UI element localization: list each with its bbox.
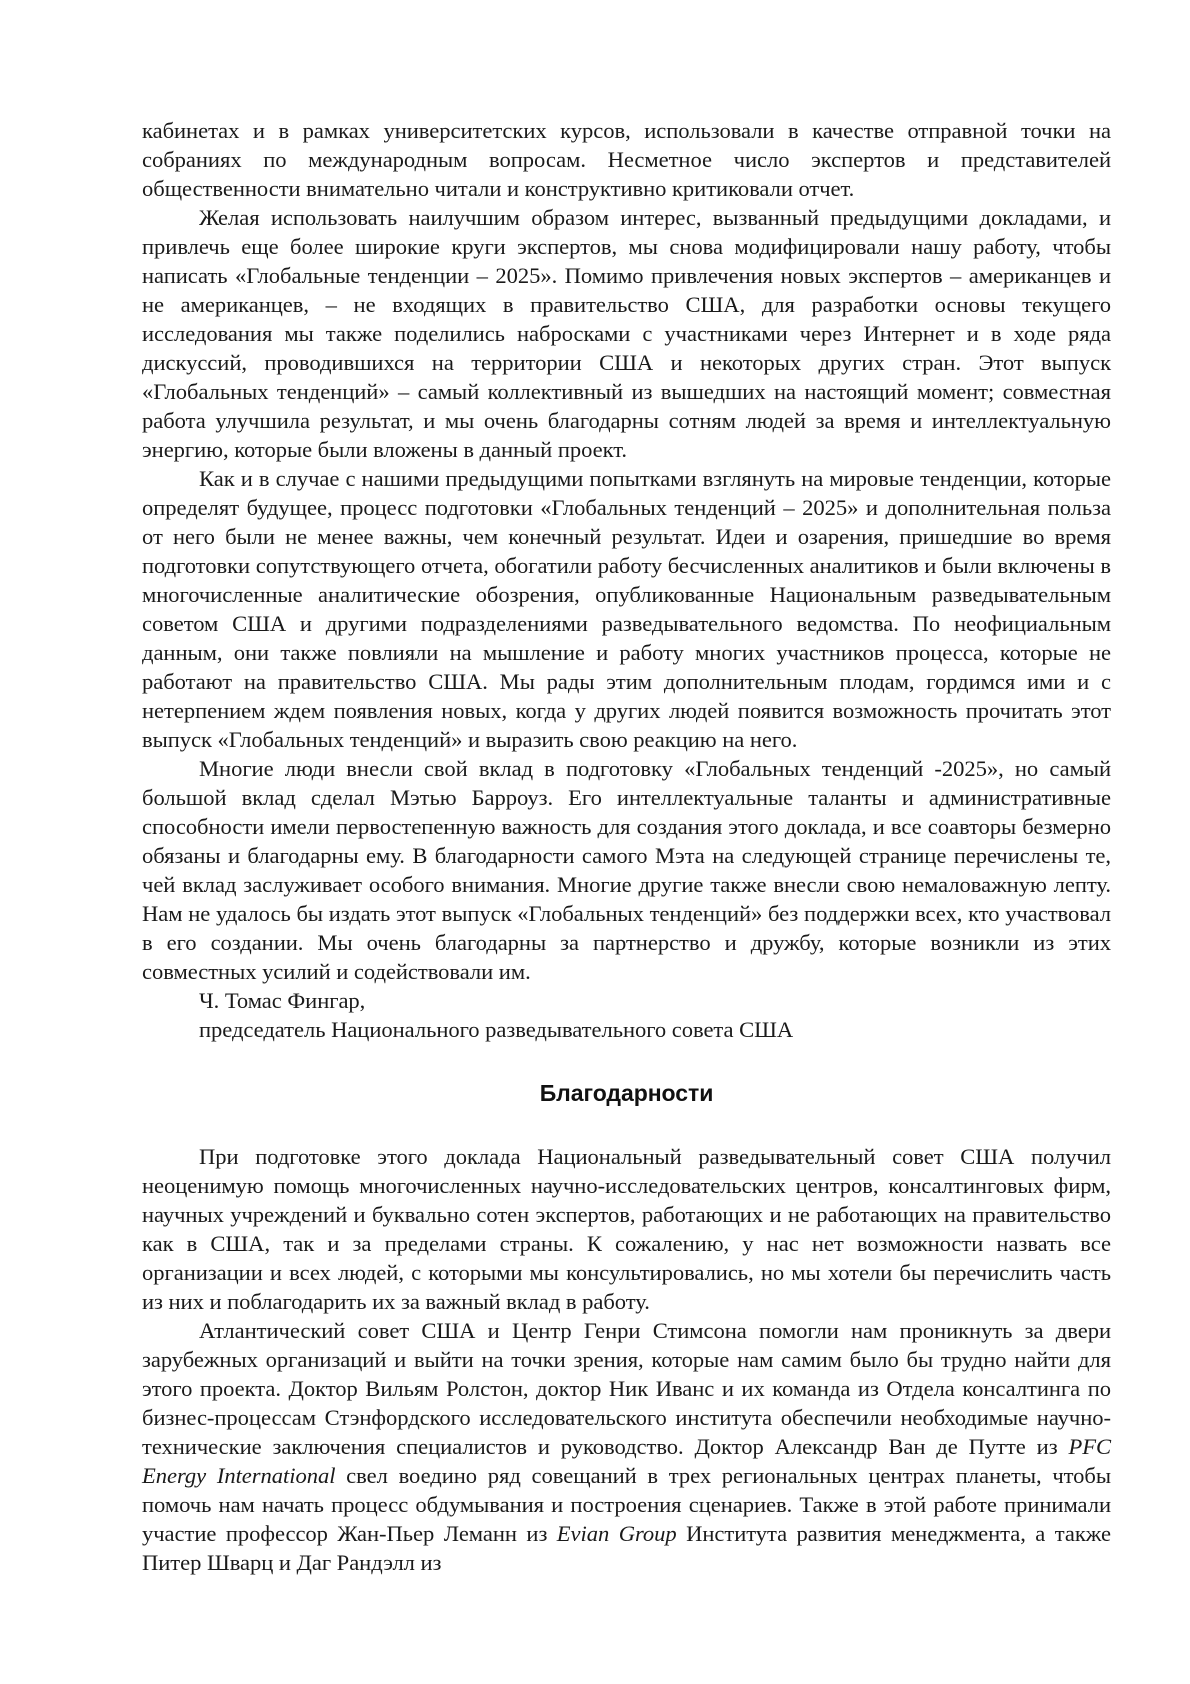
signature-name: Ч. Томас Фингар, [199,988,366,1013]
ack-text-part-2: свел воедино ряд совещаний в трех региональных центрах планеты, чтобы помочь нам начать процесс обдумывания и построения сценариев. Также в этой работе принимали участие профессор Жан-Пьер Леманн из [142,1463,1111,1546]
paragraph-acknowledgement-2 [142,1316,1111,1577]
ack-text-part-1: Атлантический совет США и Центр Генри Стимсона помогли нам проникнуть за двери зарубежных организаций и выйти на точки зрения, которые нам самим было бы трудно найти для этого проекта. Доктор Вильям Ролстон, доктор Ник Иванс и их команда из Отдела консалтинга по бизнес-процессам Стэнфордского исследовательского института обеспечили необходимые научно-технические заключения специалистов и руководство. Доктор Александр Ван де Путте из [142,1318,1111,1459]
paragraph-process: Как и в случае с нашими предыдущими попытками взглянуть на мировые тенденции, которые определят будущее, процесс подготовки «Глобальных тенденций – 2025» и дополнительная польза от него были не менее важны, чем конечный результат. Идеи и озарения, пришедшие во время подготовки сопутствующего отчета, обогатили работу бесчисленных аналитиков и были включены в многочисленные аналитические обозрения, опубликованные Национальным разведывательным советом США и другими подразделениями разведывательного ведомства. По неофициальным данным, они также повлияли на мышление и работу многих участников процесса, которые не работают на правительство США. Мы рады этим дополнительным плодам, гордимся ими и с нетерпением ждем появления новых, когда у других людей появится возможность прочитать этот выпуск «Глобальных тенденций» и выразить свою реакцию на него. [142,466,1111,752]
paragraph-contributors: Многие люди внесли свой вклад в подготовку «Глобальных тенденций -2025», но самый большой вклад сделал Мэтью Барроуз. Его интеллектуальные таланты и административные способности имели первостепенную важность для создания этого доклада, и все соавторы безмерно обязаны и благодарны ему. В благодарности самого Мэта на следующей странице перечислены те, чей вклад заслуживает особого внимания. Многие другие также внесли свою немаловажную лепту. Нам не удалось бы издать этот выпуск «Глобальных тенденций» без поддержки всех, кто участвовал в его создании. Мы очень благодарны за партнерство и дружбу, которые возникли из этих совместных усилий и содействовали им. [142,756,1111,984]
paragraph-acknowledgement-1: При подготовке этого доклада Национальный разведывательный совет США получил неоценимую помощь многочисленных научно-исследовательских центров, консалтинговых фирм, научных учреждений и буквально сотен экспертов, работающих и не работающих на правительство как в США, так и за пределами страны. К сожалению, у нас нет возможности назвать все организации и всех людей, с которыми мы консультировались, но мы хотели бы перечислить часть из них и поблагодарить их за важный вклад в работу. [142,1144,1111,1314]
paragraph-continued: кабинетах и в рамках университетских курсов, использовали в качестве отправной точки на собраниях по международным вопросам. Несметное число экспертов и представителей общественности внимательно читали и конструктивно критиковали отчет. [142,118,1111,201]
text-column [142,116,1111,1577]
org-name-evian: Evian Group [556,1521,677,1546]
section-heading: Благодарности [539,1080,714,1106]
ack-text-part-3: Института развития менеджмента, а также Питер Шварц и Даг Рандэлл из [142,1521,1111,1575]
signature-title: председатель Национального разведывательного совета США [199,1017,794,1042]
org-name-pfc: PFC Energy International [142,1434,1111,1488]
signature-block [142,986,1111,1044]
paragraph-interest: Желая использовать наилучшим образом интерес, вызванный предыдущими докладами, и привлечь еще более широкие круги экспертов, мы снова модифицировали нашу работу, чтобы написать «Глобальные тенденции – 2025». Помимо привлечения новых экспертов – американцев и не американцев, – не входящих в правительство США, для разработки основы текущего исследования мы также поделились набросками с участниками через Интернет и в ходе ряда дискуссий, проводившихся на территории США и некоторых других стран. Этот выпуск «Глобальных тенденций» – самый коллективный из вышедших на настоящий момент; совместная работа улучшила результат, и мы очень благодарны сотням людей за время и интеллектуальную энергию, которые были вложены в данный проект. [142,205,1111,462]
